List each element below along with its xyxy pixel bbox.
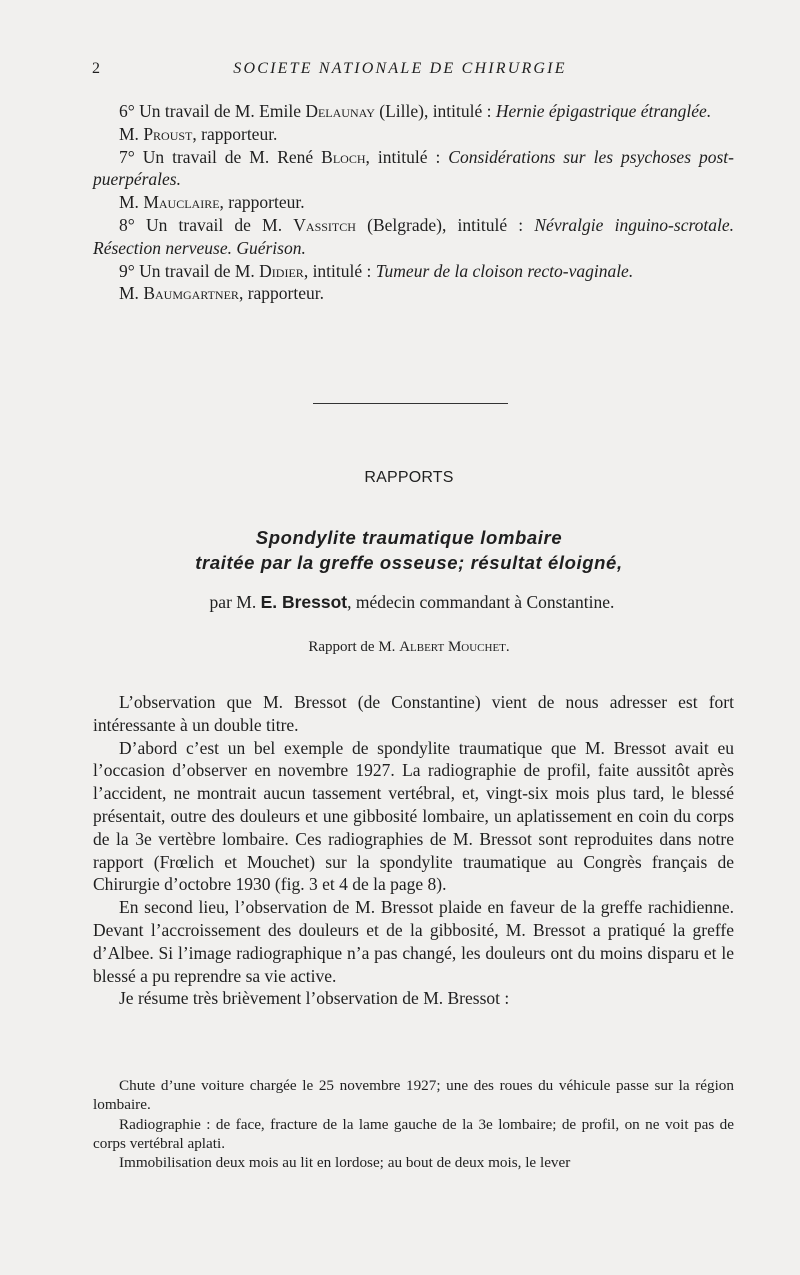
- rapporteur-name: Mauclaire: [143, 192, 220, 213]
- rapporteur-name: Proust: [143, 123, 193, 144]
- body-paragraph: D’abord c’est un bel exemple de spondylite traumatique que M. Bressot avait eu l’occasion d’observer en novembre 1927. La radiographie de profil, faite aussitôt après l’accident, ne montrait aucun tassement vertébral, et, vingt-six mois plus tard, le blessé présentait, outre des douleurs et une gibbosité lombaire, un aplatissement en coin du corps de la 3e vertèbre lombaire. Ces radiographies de M. Bressot sont reproduites dans notre rapport (Frœlich et Mouchet) sur la spondylite traumatique au Congrès français de Chirurgie d’octobre 1930 (fig. 3 et 4 de la page 8).: [93, 737, 734, 895]
- author-name: Vassitch: [293, 214, 356, 235]
- page-header: [0, 60, 800, 84]
- byline: par M. E. Bressot, médecin commandant à Constantine.: [209, 592, 615, 612]
- case-summary: [93, 1076, 734, 1172]
- case-paragraph: Immobilisation deux mois au lit en lordose; au bout de deux mois, le lever: [119, 1154, 571, 1172]
- work-title: Névralgie inguino-scrotale. Résection nerveuse. Guérison.: [93, 214, 734, 258]
- work-title: Hernie épigastrique étranglée.: [495, 101, 712, 121]
- author-name: Bloch: [321, 146, 366, 167]
- work-title: Considérations sur les psychoses post-puerpérales.: [93, 146, 734, 190]
- rapporteur-line: M. Baumgartner, rapporteur.: [119, 283, 324, 304]
- list-item: 9° Un travail de M. Didier, intitulé : Tumeur de la cloison recto-vaginale.: [119, 260, 634, 281]
- rapporteur-name: Baumgartner: [143, 283, 239, 304]
- article-title-line: traitée par la greffe osseuse; résultat éloigné,: [195, 552, 623, 573]
- rapporteur-line: M. Proust, rapporteur.: [119, 123, 278, 144]
- case-paragraph: Radiographie : de face, fracture de la lame gauche de la 3e lombaire; de profil, on ne voit pas de corps vertébral aplati.: [93, 1115, 734, 1152]
- article-title-line: Spondylite traumatique lombaire: [255, 527, 563, 548]
- author-name: Didier: [259, 260, 304, 281]
- list-item: 7° Un travail de M. René Bloch, intitulé : Considérations sur les psychoses post-puerpérales.: [93, 146, 734, 190]
- section-divider: [313, 403, 508, 404]
- byline-author: E. Bressot: [260, 592, 348, 612]
- body-paragraph: En second lieu, l’observation de M. Bressot plaide en faveur de la greffe rachidienne. Devant l’accroissement des douleurs et de la gibbosité, M. Bressot a pratiqué la greffe d’Albee. Si l’image radiographique n’a pas changé, les douleurs ont du moins disparu et le blessé a pu reprendre sa vie active.: [93, 897, 734, 986]
- body-paragraph: L’observation que M. Bressot (de Constantine) vient de nous adresser est fort intéressante à un double titre.: [93, 692, 734, 735]
- work-title: Tumeur de la cloison recto-vaginale.: [375, 260, 634, 281]
- running-title: SOCIETE NATIONALE DE CHIRURGIE: [233, 60, 567, 77]
- section-heading: RAPPORTS: [364, 469, 454, 486]
- reporter-name: Albert Mouchet: [399, 639, 506, 655]
- body-paragraph: Je résume très brièvement l’observation de M. Bressot :: [119, 988, 510, 1009]
- communications-list: [93, 100, 734, 305]
- report-body: [93, 691, 734, 1010]
- report-attribution: Rapport de M. Albert Mouchet.: [308, 639, 510, 655]
- page-number: 2: [92, 60, 100, 77]
- case-paragraph: Chute d’une voiture chargée le 25 novembre 1927; une des roues du véhicule passe sur la région lombaire.: [93, 1077, 734, 1114]
- author-name: Delaunay: [305, 101, 375, 121]
- list-item: 6° Un travail de M. Emile Delaunay (Lille), intitulé : Hernie épigastrique étranglée.: [119, 101, 712, 121]
- article-title: [0, 525, 800, 575]
- rapporteur-line: M. Mauclaire, rapporteur.: [119, 192, 305, 213]
- list-item: 8° Un travail de M. Vassitch (Belgrade), intitulé : Névralgie inguino-scrotale. Résection nerveuse. Guérison.: [93, 214, 734, 258]
